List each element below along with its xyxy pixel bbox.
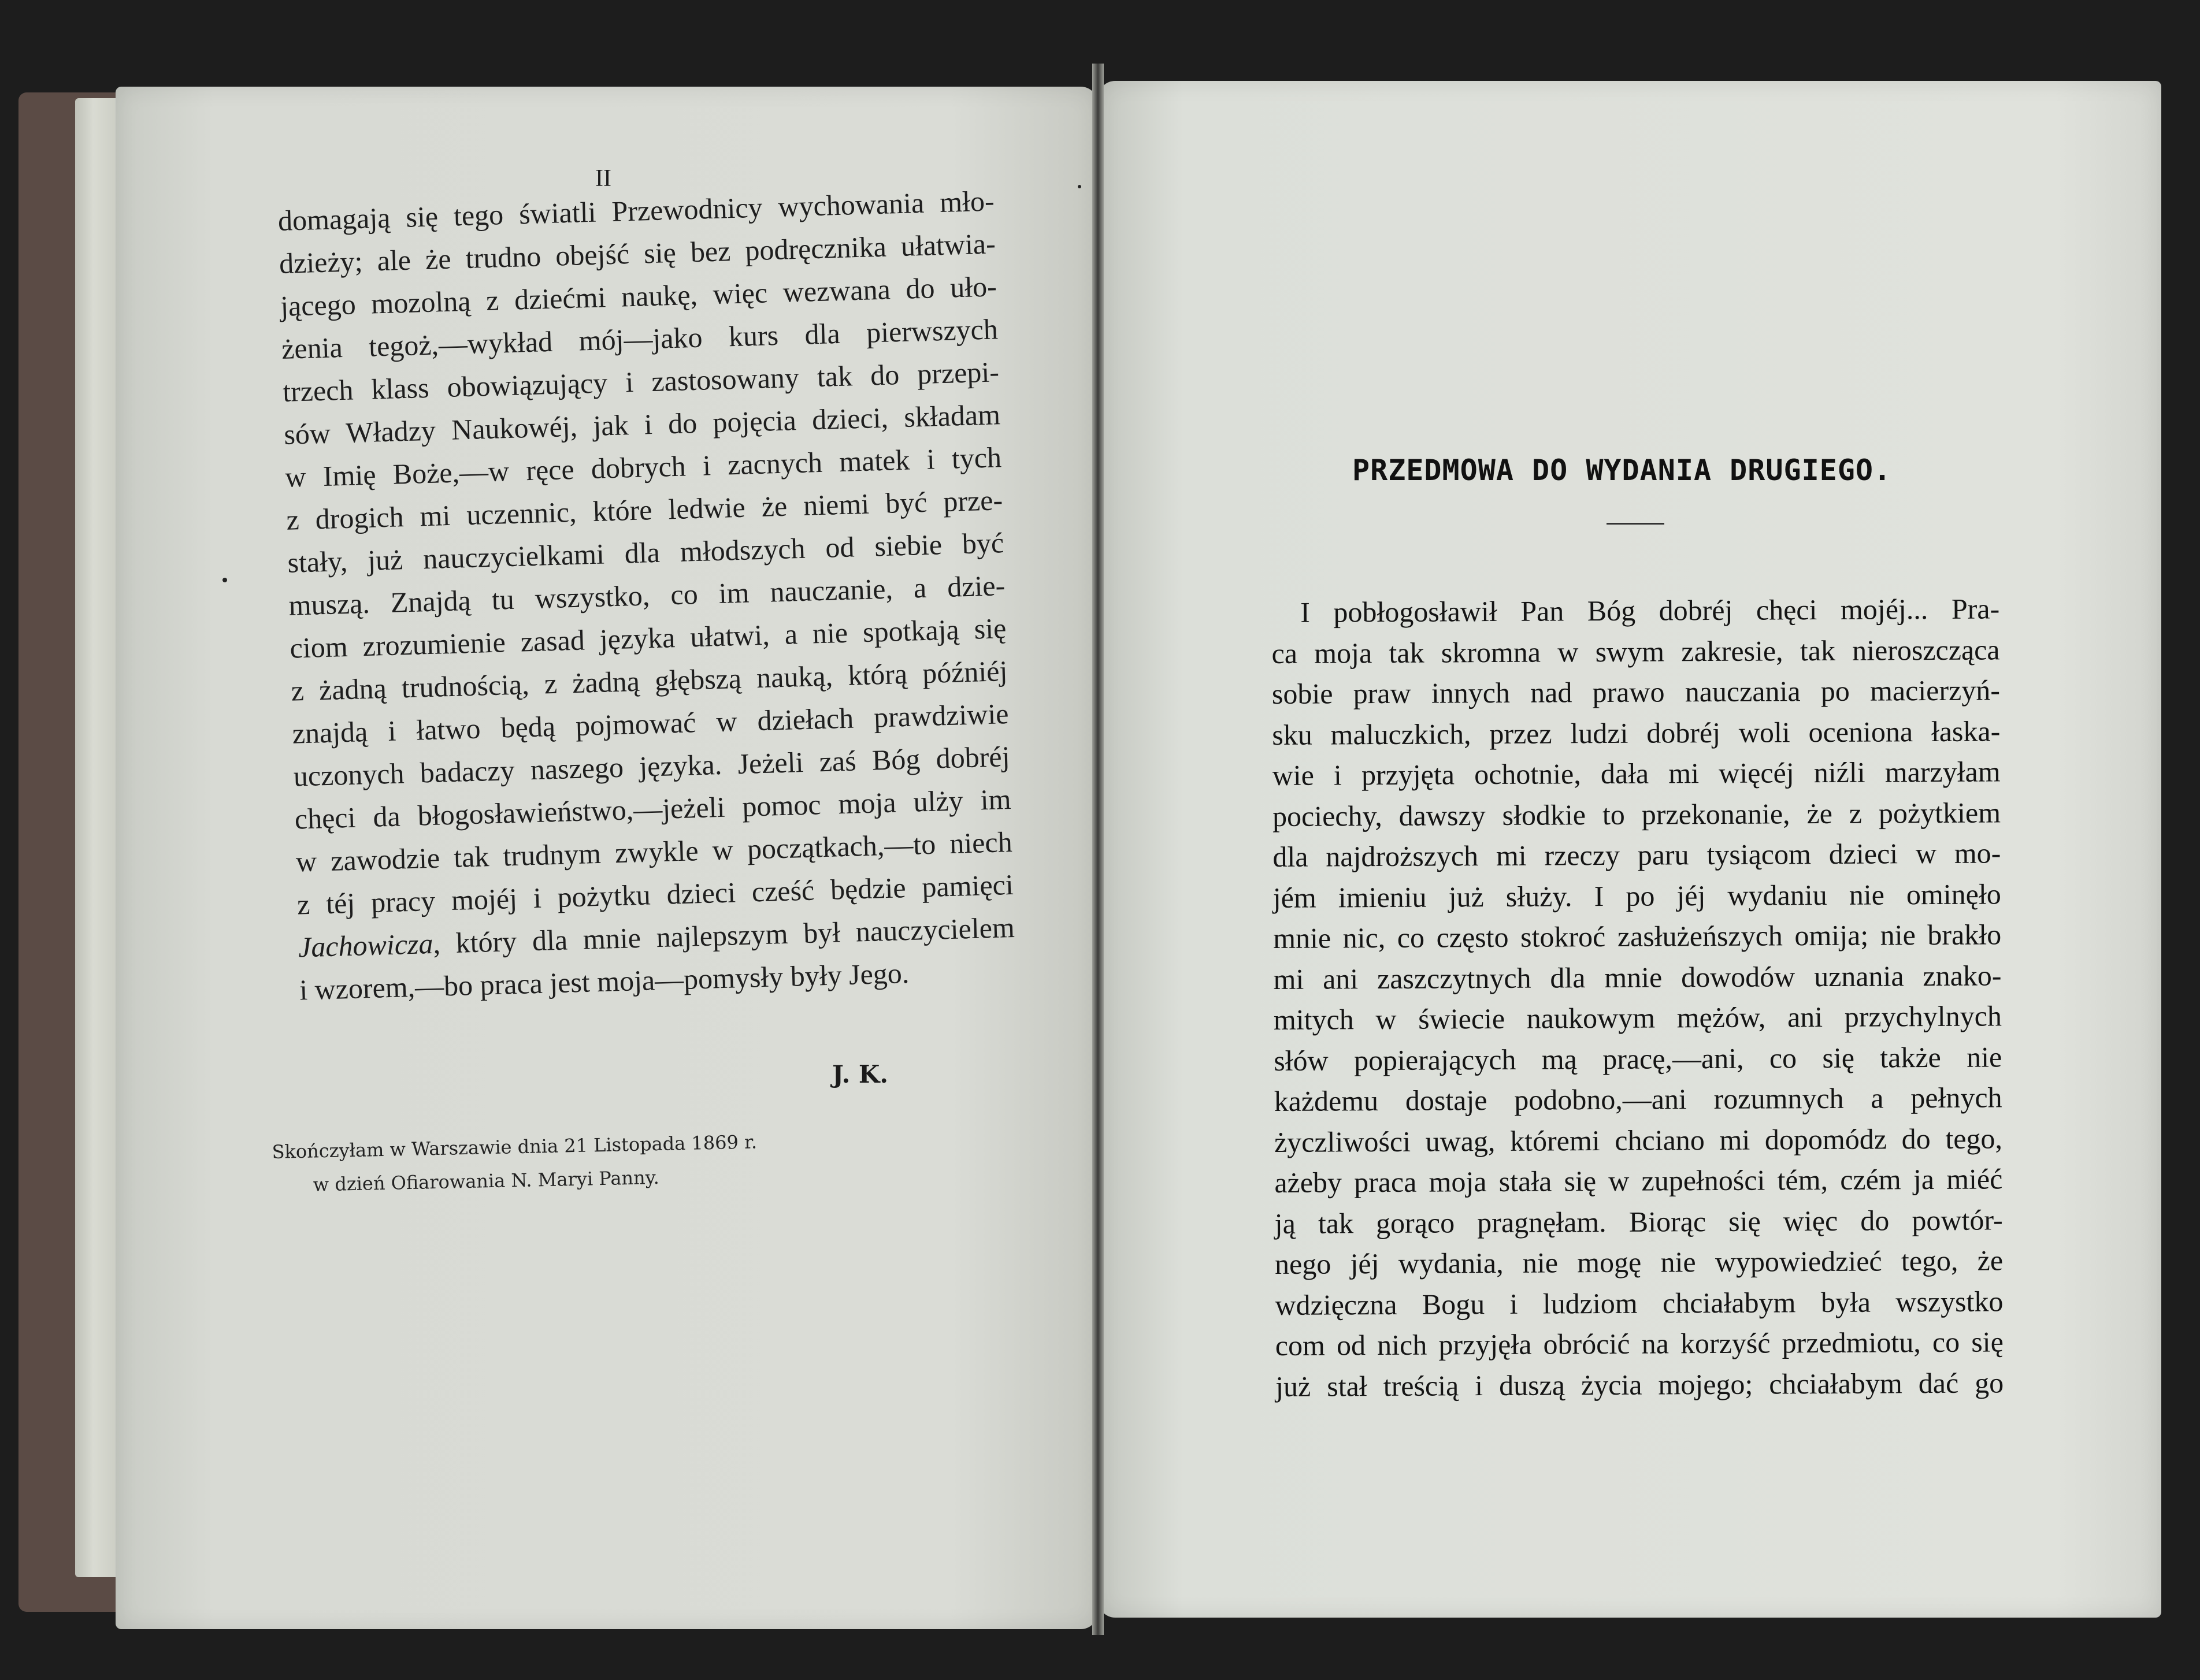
text-line: dla najdroższych mi rzeczy paru tysiącom dzieci w mo- xyxy=(1272,837,2001,873)
text-line: sku maluczkich, przez ludzi dobréj woli oceniona łaska- xyxy=(1272,714,2001,751)
signature: J. K. xyxy=(832,1060,888,1088)
book-gutter xyxy=(1092,64,1104,1635)
completion-note xyxy=(272,1125,758,1202)
text-line: życzliwości uwag, któremi chciano mi dopomódz do tego, xyxy=(1274,1121,2003,1158)
text-line: dzieży; ale że trudno obejść się bez podręcznika ułatwia- xyxy=(279,227,996,280)
text-line: i wzorem,—bo praca jest moja—pomysły były Jego. xyxy=(299,957,910,1006)
page-stack-edge xyxy=(75,98,121,1577)
text-line: domagają się tego światli Przewodnicy wychowania mło- xyxy=(277,184,995,237)
page-number: II xyxy=(595,165,611,192)
text-line: wdzięczna Bogu i ludziom chciałabym była wszystko xyxy=(1275,1284,2004,1321)
text-line: w Imię Boże,—w ręce dobrych i zacnych matek i tych xyxy=(284,441,1002,493)
text-line: każdemu dostaje podobno,—ani rozumnych a pełnych xyxy=(1274,1081,2002,1117)
left-page-body xyxy=(277,179,1016,1011)
text-line: ażeby praca moja stała się w zupełności tém, czém ja miéć xyxy=(1274,1162,2003,1199)
text-line: mnie nic, co często stokroć zasłużeńszych omija; nie brakło xyxy=(1272,918,2002,954)
completion-line: w dzień Ofiarowania N. Maryi Panny. xyxy=(313,1166,660,1196)
text-line: trzech klass obowiązujący i zastosowany tak do przepi- xyxy=(282,355,1000,408)
text-line: jém imieniu już służy. I po jéj wydaniu nie ominęło xyxy=(1272,877,2001,914)
text-line: z żadną trudnością, z żadną głębszą nauką, którą późniéj xyxy=(290,655,1008,707)
text-line: w zawodzie tak trudnym zwykle w początkach,—to niech xyxy=(295,825,1013,878)
speck xyxy=(1078,185,1081,188)
text-line: słów popierających mą pracę,—ani, co się także nie xyxy=(1274,1040,2002,1077)
text-line: ca moja tak skromna w swym zakresie, tak nieroszcząca xyxy=(1271,633,2000,670)
text-line: com od nich przyjęła obrócić na korzyść przedmiotu, co się xyxy=(1275,1325,2004,1362)
section-heading: PRZEDMOWA DO WYDANIA DRUGIEGO. xyxy=(1352,454,1892,487)
text-line: wie i przyjęta ochotnie, dała mi więcéj niźli marzyłam xyxy=(1272,755,2001,791)
text-line: mitych w świecie naukowym mężów, ani przychylnych xyxy=(1273,999,2002,1036)
right-page-body xyxy=(1271,588,2004,1407)
text-line: znajdą i łatwo będą pojmować w dziełach prawdziwie xyxy=(292,697,1010,750)
text-line: muszą. Znajdą tu wszystko, co im nauczanie, a dzie- xyxy=(288,569,1006,622)
text-line: uczonych badaczy naszego języka. Jeżeli zaś Bóg dobréj xyxy=(293,739,1011,793)
text-line: ją tak gorąco pragnęłam. Biorąc się więc do powtór- xyxy=(1274,1203,2003,1240)
text-line: I pobłogosławił Pan Bóg dobréj chęci mojéj... Pra- xyxy=(1300,592,2000,629)
text-line: nego jéj wydania, nie mogę nie wypowiedzieć tego, że xyxy=(1274,1244,2004,1280)
text-line: z téj pracy mojéj i pożytku dzieci cześć będzie pamięci xyxy=(296,868,1014,921)
text-line: sów Władzy Naukowéj, jak i do pojęcia dzieci, składam xyxy=(283,398,1001,451)
text-line: pociechy, dawszy słodkie to przekonanie, że z pożytkiem xyxy=(1272,796,2001,832)
speck xyxy=(222,578,227,582)
heading-rule xyxy=(1607,523,1664,525)
text-line: już stał treścią i duszą życia mojego; chciałabym dać go xyxy=(1275,1366,2004,1403)
text-line: mi ani zaszczytnych dla mnie dowodów uznania znako- xyxy=(1273,958,2002,995)
text-line: żenia tegoż,—wykład mój—jako kurs dla pierwszych xyxy=(281,313,999,365)
text-line: chęci da błogosławieństwo,—jeżeli pomoc moja ulży im xyxy=(294,782,1012,835)
text-line: jącego mozolną z dziećmi naukę, więc wezwana do uło- xyxy=(280,270,997,322)
text-line: sobie praw innych nad prawo nauczania po macierzyń- xyxy=(1271,674,2001,710)
completion-line: Skończyłam w Warszawie dnia 21 Listopada 1869 r. xyxy=(272,1131,758,1163)
text-line: Jachowicza, który dla mnie najlepszym był nauczycielem xyxy=(298,910,1015,964)
text-line: stały, już nauczycielkami dla młodszych od siebie być xyxy=(287,526,1004,579)
text-line: z drogich mi uczennic, które ledwie że niemi być prze- xyxy=(285,484,1003,536)
text-line: ciom zrozumienie zasad języka ułatwi, a nie spotkają się xyxy=(289,612,1007,664)
